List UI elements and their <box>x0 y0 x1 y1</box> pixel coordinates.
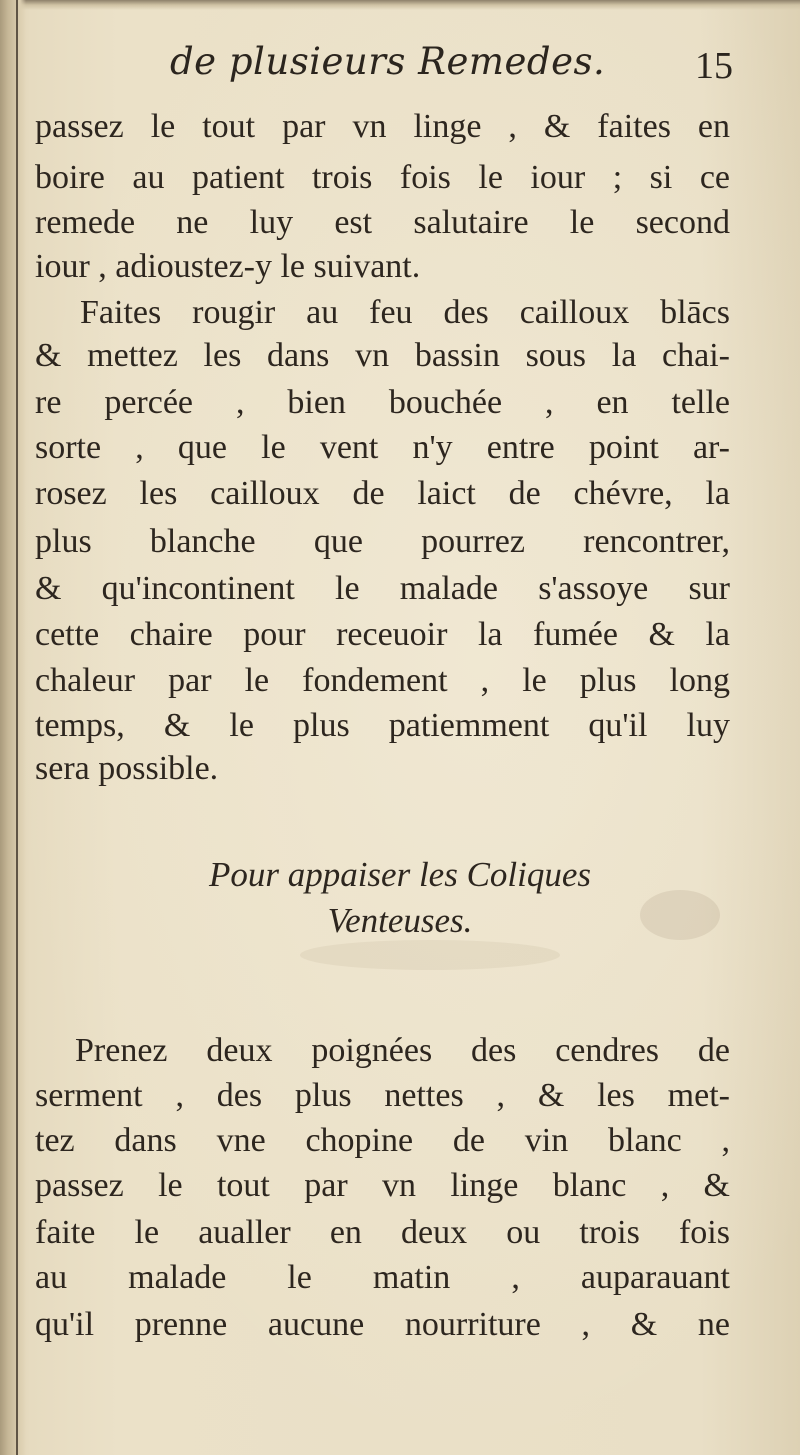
paragraph-first-line: Faites rougir au feu des cailloux blācs <box>80 294 730 331</box>
text-line: serment , des plus nettes , & les met- <box>35 1077 730 1114</box>
text-line: & mettez les dans vn bassin sous la chai- <box>35 337 730 374</box>
text-line: plus blanche que pourrez rencontrer, <box>35 523 730 560</box>
text-line: au malade le matin , auparauant <box>35 1259 730 1296</box>
text-line: & qu'incontinent le malade s'assoye sur <box>35 570 730 607</box>
paragraph-first-line: Prenez deux poignées des cendres de <box>75 1032 730 1069</box>
text-line: faite le aualler en deux ou trois fois <box>35 1214 730 1251</box>
section-heading: Pour appaiser les Coliques <box>208 855 592 894</box>
text-line: temps, & le plus patiemment qu'il luy <box>35 707 730 744</box>
text-line: passez le tout par vn linge blanc , & <box>35 1167 730 1204</box>
text-line: qu'il prenne aucune nourriture , & ne <box>35 1306 730 1343</box>
binding-line <box>16 0 18 1455</box>
show-through-smudge <box>300 940 560 970</box>
text-line: sorte , que le vent n'y entre point ar- <box>35 429 730 466</box>
text-line: passez le tout par vn linge , & faites en <box>35 108 730 145</box>
page-top-edge <box>0 0 800 10</box>
running-title: de plusieurs Remedes. <box>170 40 606 83</box>
text-line: sera possible. <box>35 750 219 787</box>
section-heading-continued: Venteuses. <box>327 901 473 940</box>
page-number: 15 <box>695 45 733 87</box>
text-line: chaleur par le fondement , le plus long <box>35 662 730 699</box>
text-line: boire au patient trois fois le iour ; si ce <box>35 159 730 196</box>
text-line: tez dans vne chopine de vin blanc , <box>35 1122 730 1159</box>
text-line: iour , adioustez-y le suivant. <box>35 248 421 285</box>
page-gutter <box>0 0 26 1455</box>
text-line: cette chaire pour receuoir la fumée & la <box>35 616 730 653</box>
text-line: rosez les cailloux de laict de chévre, la <box>35 475 730 512</box>
text-line: remede ne luy est salutaire le second <box>35 204 730 241</box>
text-line: re percée , bien bouchée , en telle <box>35 384 730 421</box>
